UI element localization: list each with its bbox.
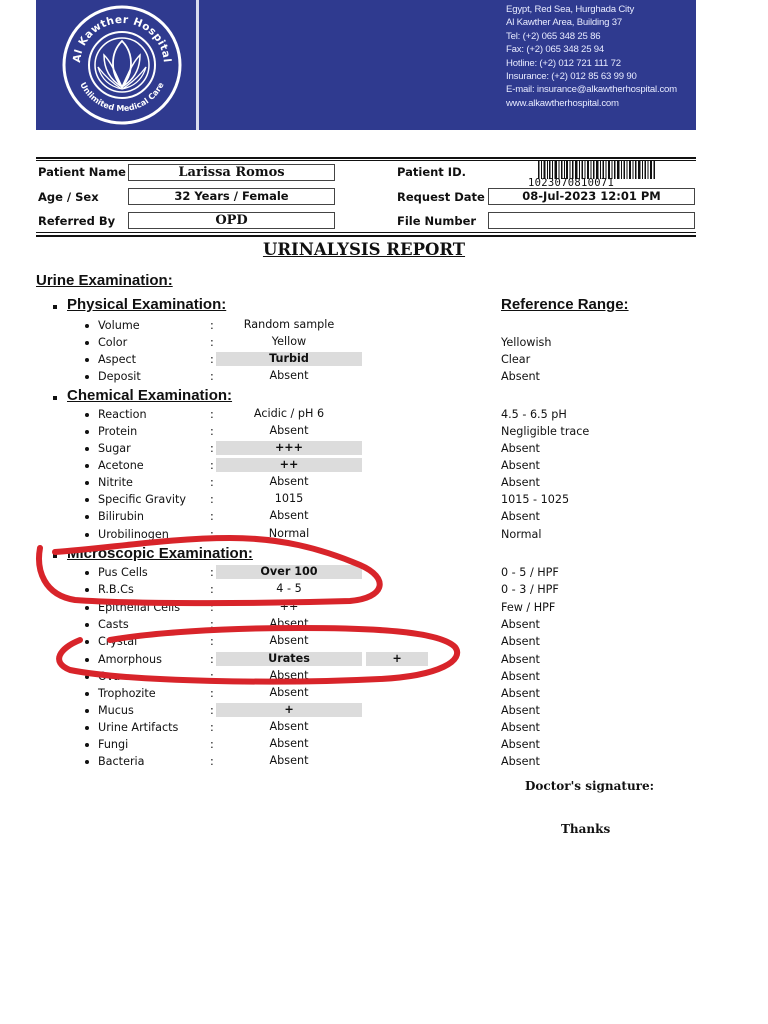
test-name: R.B.Cs (98, 583, 134, 596)
test-value: 1015 (274, 492, 304, 505)
row-colon: : (210, 635, 214, 648)
patient-name-label: Patient Name (38, 165, 126, 179)
thanks-text: Thanks (561, 822, 611, 836)
test-value: Absent (269, 720, 309, 733)
result-row-deposit (0, 369, 768, 386)
row-bullet (85, 760, 89, 764)
contact-email: E-mail: insurance@alkawtherhospital.com (506, 84, 677, 96)
section-bullet (53, 305, 57, 309)
age-sex-label: Age / Sex (38, 190, 99, 204)
test-name: Crystal (98, 635, 138, 648)
request-date-field: 08-Jul-2023 12:01 PM (488, 188, 695, 205)
test-value: Absent (269, 669, 309, 682)
test-value: Absent (269, 369, 309, 382)
test-name: Acetone (98, 459, 144, 472)
row-bullet (85, 358, 89, 362)
test-value: Absent (269, 686, 309, 699)
reference-range-title: Reference Range: (501, 296, 629, 313)
chemical-examination-title: Chemical Examination: (67, 387, 233, 404)
contact-area: Al Kawther Area, Building 37 (506, 17, 622, 29)
row-bullet (85, 481, 89, 485)
reference-value: Absent (501, 721, 540, 734)
result-row-urine-artifacts (0, 720, 768, 737)
test-name: Trophozite (98, 687, 156, 700)
row-bullet (85, 324, 89, 328)
row-bullet (85, 464, 89, 468)
row-bullet (85, 375, 89, 379)
row-colon: : (210, 442, 214, 455)
hospital-contact-block (506, 3, 696, 110)
reference-value: 1015 - 1025 (501, 493, 570, 506)
patient-id-label: Patient ID. (397, 165, 466, 179)
result-row-acetone (0, 458, 768, 475)
row-bullet (85, 588, 89, 592)
row-bullet (85, 640, 89, 644)
test-name: Color (98, 336, 128, 349)
reference-value: Absent (501, 687, 540, 700)
row-bullet (85, 709, 89, 713)
result-row-epithelial-cells (0, 600, 768, 617)
row-colon: : (210, 704, 214, 717)
row-bullet (85, 447, 89, 451)
test-value: Acidic / pH 6 (253, 407, 325, 420)
row-colon: : (210, 476, 214, 489)
result-row-protein (0, 424, 768, 441)
test-name: Mucus (98, 704, 134, 717)
test-value: Random sample (243, 318, 335, 331)
row-colon: : (210, 336, 214, 349)
banner-divider (196, 0, 199, 130)
result-row-amorphous (0, 652, 768, 669)
row-bullet (85, 606, 89, 610)
contact-insurance: Insurance: (+2) 012 85 63 99 90 (506, 71, 637, 83)
row-colon: : (210, 601, 214, 614)
row-colon: : (210, 408, 214, 421)
row-colon: : (210, 618, 214, 631)
row-colon: : (210, 459, 214, 472)
row-colon: : (210, 738, 214, 751)
file-number-field (488, 212, 695, 229)
result-row-ova (0, 669, 768, 686)
patient-block-bottom-rule-inner (36, 232, 696, 233)
result-row-trophozite (0, 686, 768, 703)
reference-value: Absent (501, 476, 540, 489)
result-row-fungi (0, 737, 768, 754)
row-colon: : (210, 370, 214, 383)
row-colon: : (210, 721, 214, 734)
test-value: Yellow (271, 335, 307, 348)
test-name: Epithelial Cells (98, 601, 181, 614)
contact-fax: Fax: (+2) 065 348 25 94 (506, 44, 605, 56)
patient-block-bottom-rule (36, 235, 696, 237)
section-bullet (53, 554, 57, 558)
row-bullet (85, 692, 89, 696)
test-name: Aspect (98, 353, 137, 366)
test-value-abnormal: + (216, 703, 362, 717)
result-row-sugar (0, 441, 768, 458)
svg-text:Al Kawther Hospital: Al Kawther Hospital (70, 13, 173, 64)
row-bullet (85, 623, 89, 627)
result-row-urobilinogen (0, 527, 768, 544)
row-colon: : (210, 566, 214, 579)
row-colon: : (210, 583, 214, 596)
file-number-label: File Number (397, 214, 477, 228)
hospital-banner (36, 0, 696, 130)
reference-value: 4.5 - 6.5 pH (501, 408, 567, 421)
test-name: Fungi (98, 738, 129, 751)
age-sex-field: 32 Years / Female (128, 188, 335, 205)
reference-value: Absent (501, 442, 540, 455)
test-name: Reaction (98, 408, 147, 421)
reference-value: Normal (501, 528, 542, 541)
contact-hotline: Hotline: (+2) 012 721 111 72 (506, 57, 621, 69)
reference-value: Absent (501, 738, 540, 751)
row-colon: : (210, 653, 214, 666)
row-colon: : (210, 425, 214, 438)
result-row-pus-cells (0, 565, 768, 582)
reference-value: Absent (501, 635, 540, 648)
test-name: Nitrite (98, 476, 133, 489)
result-row-aspect (0, 352, 768, 369)
referred-by-label: Referred By (38, 214, 116, 228)
result-row-bacteria (0, 754, 768, 771)
row-colon: : (210, 319, 214, 332)
section-bullet (53, 396, 57, 400)
test-name: Sugar (98, 442, 131, 455)
reference-value: Absent (501, 670, 540, 683)
result-row-volume (0, 318, 768, 335)
reference-value: Clear (501, 353, 531, 366)
reference-value: Yellowish (501, 336, 552, 349)
row-bullet (85, 498, 89, 502)
test-value-abnormal: +++ (216, 441, 362, 455)
row-colon: : (210, 493, 214, 506)
test-value: ++ (279, 600, 299, 613)
result-row-crystal (0, 634, 768, 651)
row-bullet (85, 658, 89, 662)
row-bullet (85, 533, 89, 537)
result-row-casts (0, 617, 768, 634)
contact-website: www.alkawtherhospital.com (506, 97, 619, 109)
result-row-rbcs (0, 582, 768, 599)
row-bullet (85, 675, 89, 679)
test-name: Specific Gravity (98, 493, 186, 506)
reference-value: Absent (501, 618, 540, 631)
row-bullet (85, 341, 89, 345)
test-value: 4 - 5 (276, 582, 302, 595)
test-value-abnormal: Turbid (216, 352, 362, 366)
reference-value: Absent (501, 704, 540, 717)
contact-address: Egypt, Red Sea, Hurghada City (506, 4, 635, 15)
row-bullet (85, 413, 89, 417)
hospital-logo-icon (60, 3, 184, 127)
test-name: Deposit (98, 370, 141, 383)
test-value-abnormal: ++ (216, 458, 362, 472)
test-name: Bacteria (98, 755, 145, 768)
row-colon: : (210, 353, 214, 366)
test-value: Absent (269, 754, 309, 767)
test-value: Absent (269, 475, 309, 488)
test-name: Ova (98, 670, 121, 683)
referred-by-field: OPD (128, 212, 335, 229)
test-name: Amorphous (98, 653, 162, 666)
test-value-abnormal: Over 100 (216, 565, 362, 579)
result-row-specific-gravity (0, 492, 768, 509)
contact-tel: Tel: (+2) 065 348 25 86 (506, 30, 601, 42)
test-value: Normal (268, 527, 310, 540)
test-value: Absent (269, 634, 309, 647)
test-name: Casts (98, 618, 129, 631)
test-value: Absent (269, 509, 309, 522)
reference-value: Absent (501, 370, 540, 383)
test-name: Protein (98, 425, 138, 438)
test-value-grade: + (366, 652, 428, 666)
svg-text:Unlimited Medical Care: Unlimited Medical Care (78, 80, 166, 114)
test-value-abnormal: Urates (216, 652, 362, 666)
row-bullet (85, 743, 89, 747)
result-row-nitrite (0, 475, 768, 492)
row-bullet (85, 430, 89, 434)
row-colon: : (210, 670, 214, 683)
patient-id-value: 1023070810071 (528, 177, 615, 189)
result-row-reaction (0, 407, 768, 424)
row-colon: : (210, 755, 214, 768)
row-bullet (85, 571, 89, 575)
row-colon: : (210, 687, 214, 700)
report-title: URINALYSIS REPORT (262, 240, 466, 259)
test-name: Volume (98, 319, 140, 332)
test-value: Absent (269, 617, 309, 630)
row-colon: : (210, 510, 214, 523)
test-value: Absent (269, 737, 309, 750)
test-name: Urobilinogen (98, 528, 169, 541)
doctor-signature-label: Doctor's signature: (525, 779, 655, 793)
reference-value: Few / HPF (501, 601, 556, 614)
result-row-mucus (0, 703, 768, 720)
test-name: Bilirubin (98, 510, 144, 523)
test-name: Pus Cells (98, 566, 148, 579)
reference-value: Absent (501, 653, 540, 666)
reference-value: Negligible trace (501, 425, 590, 438)
reference-value: Absent (501, 459, 540, 472)
physical-examination-title: Physical Examination: (67, 296, 227, 313)
result-row-color (0, 335, 768, 352)
request-date-label: Request Date (397, 190, 485, 204)
patient-name-field: Larissa Romos (128, 164, 335, 181)
reference-value: 0 - 5 / HPF (501, 566, 559, 579)
microscopic-examination-title: Microscopic Examination: (67, 545, 253, 562)
reference-value: Absent (501, 510, 540, 523)
patient-block-top-rule (36, 157, 696, 159)
row-bullet (85, 515, 89, 519)
row-colon: : (210, 528, 214, 541)
test-name: Urine Artifacts (98, 721, 179, 734)
reference-value: Absent (501, 755, 540, 768)
reference-value: 0 - 3 / HPF (501, 583, 559, 596)
test-value: Absent (269, 424, 309, 437)
row-bullet (85, 726, 89, 730)
result-row-bilirubin (0, 509, 768, 526)
urine-examination-title: Urine Examination: (36, 272, 173, 289)
